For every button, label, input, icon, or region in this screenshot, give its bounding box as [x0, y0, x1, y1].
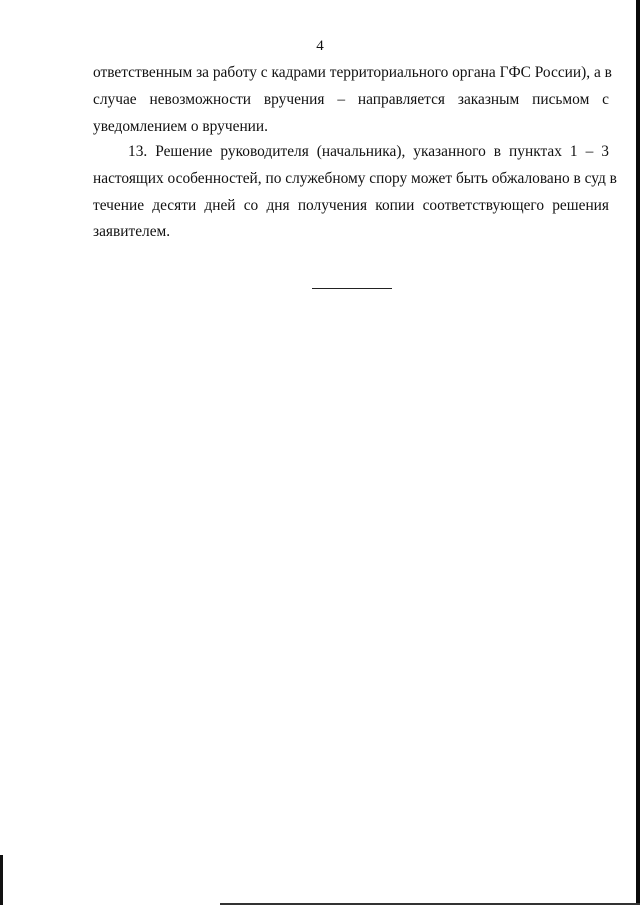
- scan-border-left: [0, 855, 3, 905]
- text-line: 13. Решение руководителя (начальника), указанного в пунктах 1 – 3: [128, 143, 609, 160]
- end-separator-line: [312, 288, 392, 289]
- text-line: случае невозможности вручения – направляется заказным письмом с: [93, 90, 609, 108]
- text-line: заявителем.: [93, 223, 171, 241]
- text-line: ответственным за работу с кадрами территориального органа ГФС России), а в: [93, 64, 612, 81]
- page-number: 4: [316, 38, 324, 54]
- paragraph-continuation: [93, 60, 612, 140]
- text-line: настоящих особенностей, по служебному спору может быть обжаловано в суд в: [93, 169, 617, 187]
- text-line: течение десяти дней со дня получения копии соответствующего решения: [93, 196, 609, 214]
- paragraph-13: [93, 139, 617, 246]
- scan-border-right: [636, 0, 640, 905]
- text-line: уведомлением о вручении.: [93, 117, 269, 135]
